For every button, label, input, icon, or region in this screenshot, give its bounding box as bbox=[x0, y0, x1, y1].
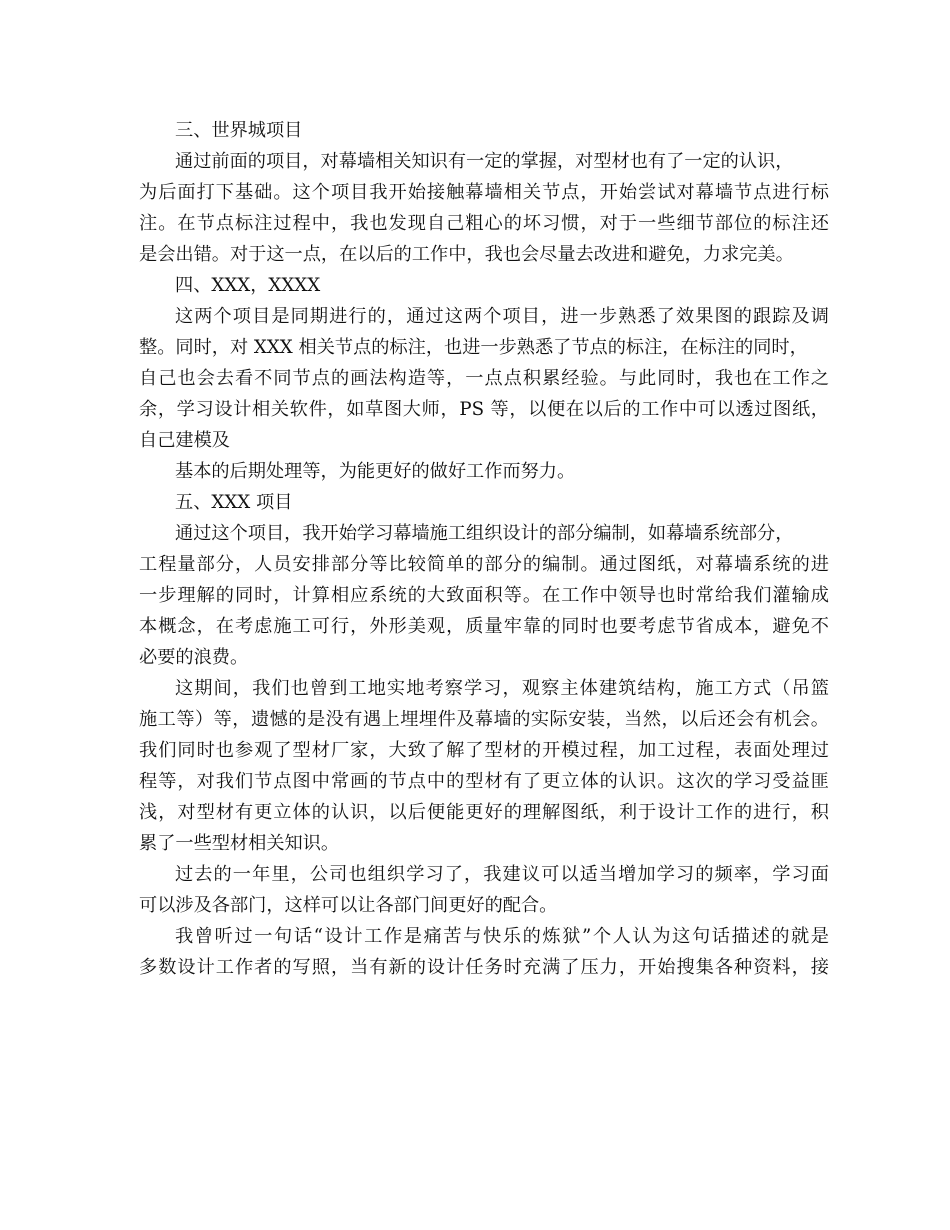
paragraph-line: 自己也会去看不同节点的画法构造等，一点点积累经验。与此同时，我也在工作之 bbox=[139, 368, 829, 389]
paragraph-line: 多数设计工作者的写照，当有新的设计任务时充满了压力，开始搜集各种资料，接 bbox=[139, 957, 829, 978]
paragraph-line: 我曾听过一句话“设计工作是痛苦与快乐的炼狱”个人认为这句话描述的就是 bbox=[175, 926, 829, 947]
paragraph-line: 是会出错。对于这一点，在以后的工作中，我也会尽量去改进和避免，力求完美。 bbox=[139, 244, 794, 265]
section-heading: 五、XXX 项目 bbox=[175, 492, 293, 513]
paragraph-line: 通过这个项目，我开始学习幕墙施工组织设计的部分编制，如幕墙系统部分， bbox=[175, 523, 794, 544]
paragraph-line: 过去的一年里，公司也组织学习了，我建议可以适当增加学习的频率，学习面 bbox=[175, 864, 829, 885]
paragraph-line: 通过前面的项目，对幕墙相关知识有一定的掌握，对型材也有了一定的认识， bbox=[175, 151, 794, 172]
paragraph-line: 一步理解的同时，计算相应系统的大致面积等。在工作中领导也时常给我们灌输成 bbox=[139, 585, 829, 606]
paragraph-line: 施工等）等，遗憾的是没有遇上埋埋件及幕墙的实际安装，当然，以后还会有机会。 bbox=[139, 709, 829, 730]
paragraph-line: 这期间，我们也曾到工地实地考察学习，观察主体建筑结构，施工方式（吊篮 bbox=[175, 678, 829, 699]
paragraph-line: 余，学习设计相关软件，如草图大师，PS 等，以便在以后的工作中可以透过图纸， bbox=[139, 399, 829, 420]
paragraph-line: 累了一些型材相关知识。 bbox=[139, 833, 340, 854]
paragraph-line: 浅，对型材有更立体的认识，以后便能更好的理解图纸，利于设计工作的进行，积 bbox=[139, 802, 829, 823]
paragraph-line: 本概念，在考虑施工可行，外形美观，质量牢靠的同时也要考虑节省成本，避免不 bbox=[139, 616, 829, 637]
section-heading: 四、XXX，XXXX bbox=[175, 275, 321, 296]
paragraph-line: 必要的浪费。 bbox=[139, 647, 249, 668]
paragraph-line: 工程量部分，人员安排部分等比较简单的部分的编制。通过图纸，对幕墙系统的进 bbox=[139, 554, 829, 575]
paragraph-line: 为后面打下基础。这个项目我开始接触幕墙相关节点，开始尝试对幕墙节点进行标 bbox=[139, 182, 829, 203]
paragraph-line: 基本的后期处理等，为能更好的做好工作而努力。 bbox=[175, 461, 576, 482]
document-body bbox=[139, 115, 829, 983]
paragraph-line: 我们同时也参观了型材厂家，大致了解了型材的开模过程，加工过程，表面处理过 bbox=[139, 740, 829, 761]
section-heading: 三、世界城项目 bbox=[175, 120, 303, 141]
paragraph-line: 整。同时，对 XXX 相关节点的标注，也进一步熟悉了节点的标注，在标注的同时， bbox=[139, 337, 808, 358]
paragraph-line: 这两个项目是同期进行的，通过这两个项目，进一步熟悉了效果图的跟踪及调 bbox=[175, 306, 829, 327]
paragraph-line: 程等，对我们节点图中常画的节点中的型材有了更立体的认识。这次的学习受益匪 bbox=[139, 771, 829, 792]
paragraph-line: 可以涉及各部门，这样可以让各部门间更好的配合。 bbox=[139, 895, 558, 916]
paragraph-line: 自己建模及 bbox=[139, 430, 230, 451]
paragraph-line: 注。在节点标注过程中，我也发现自己粗心的坏习惯，对于一些细节部位的标注还 bbox=[139, 213, 829, 234]
